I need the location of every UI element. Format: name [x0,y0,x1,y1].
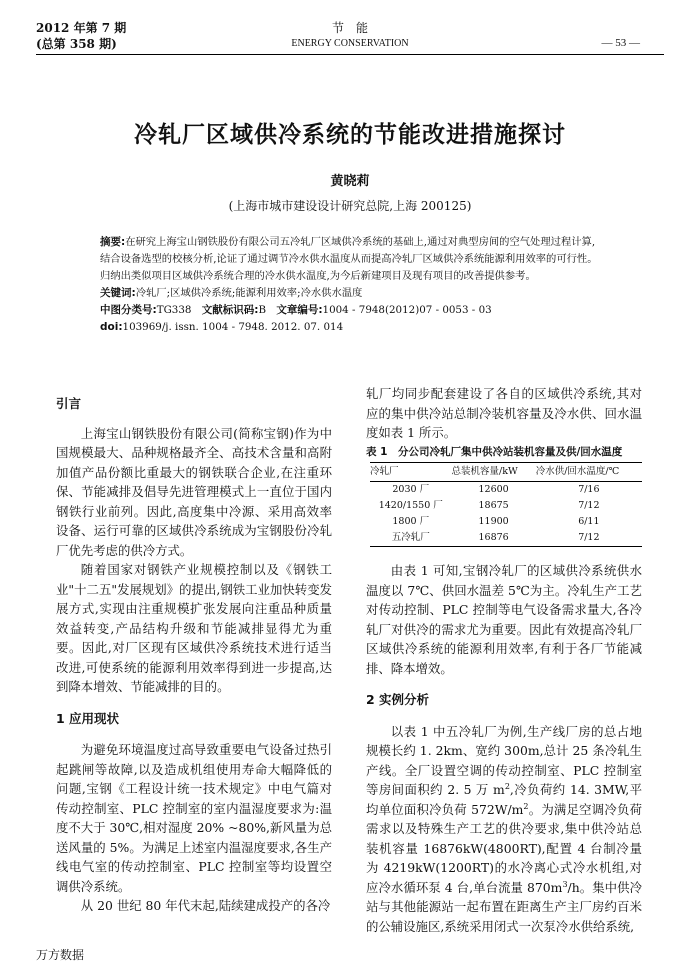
paragraph: 随着国家对钢铁产业规模控制以及《钢铁工业"十二五"发展规划》的提出,钢铁工业加快转变发展方式,实现由注重规模扩张发展向注重品种质量效益转变,产品结构升级和节能减排显得尤为重要。因此,对厂区现有区域供冷系统技术进行适当改进,可使系统的能源利用效率得到进一步提高,达到降本增效、节能减排的目的。 [56,562,332,694]
articleno-label: 文章编号: [276,304,323,316]
clc-label: 中图分类号: [100,304,157,316]
table-header: 总装机容量/kW [452,463,536,482]
text-run: 。为满足空调冷负荷需求以及特殊生产工艺的供冷要求,集中供冷站总装机容量 16876kW(4800RT),配置 4 台制冷量为 4219kW(1200RT)的水冷离心式冷水机组,对应冷水循环泵 4 台,单台流量 870m [366,801,643,895]
total-issue: (总第 358 期) [36,37,117,51]
text-run: /h。集中供冷站与其他能源站一起布置在距离生产主厂房约百米的公辅设施区,系统采用闭式一次泵冷水供给系统, [366,879,643,934]
abstract-block [100,234,605,336]
table-cell: 7/16 [578,484,600,495]
text-run: 以表 1 中五冷轧厂为例,生产线厂房的总占地规模长约 1. 2km、宽约 300m,总计 25 条冷轧生产线。全厂设置空调的传动控制室、PLC 控制室等房间面积约 2. 5 万 m [366,723,642,797]
paragraph: 为避免环境温度过高导致重要电气设备过热引起跳闸等故障,以及造成机组使用寿命大幅降低的问题,宝钢《工程设计统一技术规定》中电气篇对传动控制室、PLC 控制室的室内温湿度要求为:温度不大于 30℃,相对湿度 20% ~80%,新风量为总送风量的 5%。为满足上述室内温湿度要求,各生产线电气室的传动控制室、PLC 控制室等均设置空调供冷系统。 [56,742,332,894]
table-header: 冷水供/回水温度/℃ [536,463,642,482]
superscript: 3 [562,879,568,889]
left-column [56,384,332,916]
text-run: ,冷负荷约 14. 3MW,平均单位面积冷负荷 572W/m [366,782,642,817]
table-cell: 7/12 [578,500,600,511]
header-rule [36,54,664,55]
keywords-label: 关键词: [100,287,136,299]
journal-name-en: ENERGY CONSERVATION [291,38,409,49]
doccode-value: B [258,304,267,316]
footer-watermark: 万方数据 [36,948,85,962]
article-title: 冷轧厂区域供冷系统的节能改进措施探讨 [134,121,566,148]
author: 黄晓莉 [330,174,370,189]
data-table [370,462,642,547]
paragraph: 由表 1 可知,宝钢冷轧厂的区域供冷系统供水温度以 7℃、供回水温差 5℃为主。冷轧生产工艺对传动控制、PLC 控制等电气设备需求量大,各冷轧厂对供冷的需求尤为重要。因此有效提高冷轧厂区域供冷系统的能源利用效率,有利于各厂节能减排、降本增效。 [366,563,642,676]
doi-label: doi: [100,321,123,333]
section-1-heading: 1 应用现状 [56,710,120,726]
table-row [370,514,642,530]
table-row [370,482,642,499]
clc-value: TG338 [156,304,192,316]
paragraph [366,722,642,937]
table-header-row [370,463,642,482]
doi [100,319,605,336]
paragraph: 轧厂均同步配套建设了各自的区域供冷系统,其对应的集中供冷站总制冷装机容量及冷水供、回水温度如表 1 所示。 [366,386,642,440]
table-row [370,498,642,514]
table-cell: 6/11 [578,516,600,527]
table-cell: 五冷轧厂 [370,530,452,547]
table-cell: 16876 [452,530,536,547]
superscript: 2 [523,801,529,811]
articleno-value: 1004 - 7948(2012)07 - 0053 - 03 [322,304,492,316]
table-cell: 12600 [478,484,509,495]
section-2-heading: 2 实例分析 [366,692,430,707]
page-number: — 53 — [601,37,640,49]
keywords [100,285,605,302]
abstract [100,234,605,285]
doi-value: 103969/j. issn. 1004 - 7948. 2012. 07. 014 [122,321,344,333]
table-cell: 1420/1550 厂 [378,500,443,511]
table-header: 冷轧厂 [370,463,452,482]
doccode-label: 文献标识码: [201,304,259,316]
keywords-text: 冷轧厂;区域供冷系统;能源利用效率;冷水供水温度 [135,287,363,299]
abstract-text: 在研究上海宝山钢铁股份有限公司五冷轧厂区域供冷系统的基础上,通过对典型房间的空气处理过程计算,结合设备选型的校核分析,论证了通过调节冷水供水温度从而提高冷轧厂区域供冷系统能源利用效率的可行性。归纳出类似项目区域供冷系统合理的冷水供水温度,为今后新建项目及现有项目的改善提供参考。 [100,236,598,282]
superscript: 2 [504,781,510,791]
paragraph: 从 20 世纪 80 年代末起,陆续建成投产的各冷 [80,898,331,913]
journal-name [0,20,700,52]
paragraph: 上海宝山钢铁股份有限公司(简称宝钢)作为中国规模最大、品种规格最齐全、高技术含量和高附加值产品份额比重最大的钢铁联合企业,在注重环保、节能减排及倡导先进管理模式上一直位于国内钢铁行业前列。因此,高度集中冷源、采用高效率设备、运行可靠的区域供冷系统成为宝钢股份冷轧厂优先考虑的供冷方式。 [56,425,332,558]
right-column [366,384,642,936]
table-caption: 表 1 分公司冷轧厂集中供冷站装机容量及供/回水温度 [366,445,623,458]
table-cell: 7/12 [536,530,642,547]
table-row [370,530,642,547]
table-cell: 11900 [478,516,509,527]
classification [100,302,605,319]
intro-heading: 引言 [56,396,82,411]
issue-number: 2012 年第 7 期 [36,21,127,35]
affiliation: (上海市城市建设设计研究总院,上海 200125) [228,199,472,213]
journal-name-cn: 节 能 [331,21,368,35]
table-cell: 18675 [478,500,509,511]
abstract-label: 摘要: [100,236,126,248]
table-cell: 2030 厂 [392,484,430,495]
table-cell: 1800 厂 [392,516,430,527]
